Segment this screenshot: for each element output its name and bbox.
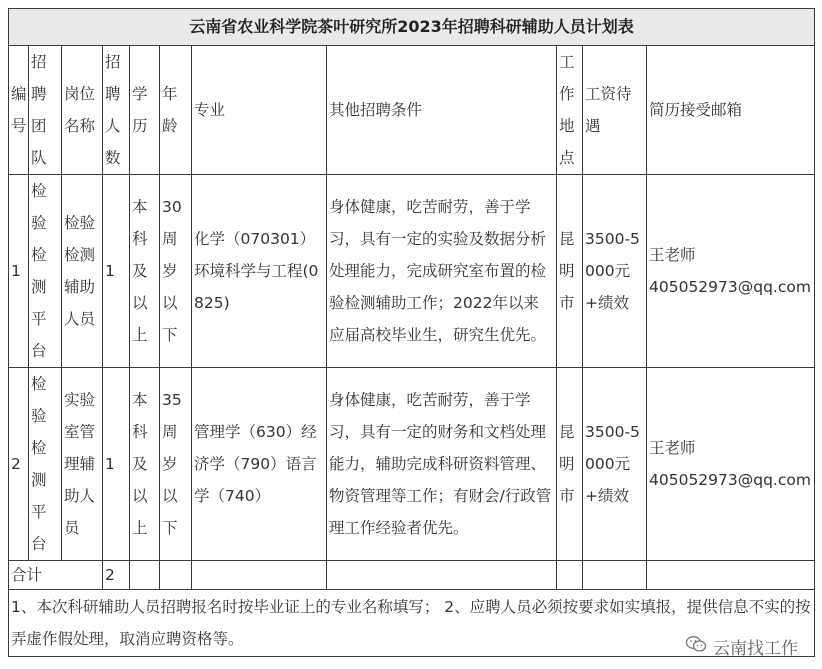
cell-location: 昆明市 (557, 368, 583, 561)
watermark (685, 634, 798, 659)
watermark-text: 云南找工作 (713, 639, 798, 659)
table-row (9, 175, 815, 368)
cell-email (647, 368, 815, 561)
header-major: 专业 (192, 46, 327, 175)
cell-no: 1 (9, 175, 29, 368)
total-count: 2 (103, 561, 130, 590)
header-requirements: 其他招聘条件 (327, 46, 557, 175)
cell-education: 本科及以上 (130, 368, 160, 561)
cell-requirements: 身体健康，吃苦耐劳，善于学习，具有一定的财务和文档处理能力，辅助完成科研资料管理、物资管理等工作；有财会/行政管理工作经验者优先。 (327, 368, 557, 561)
cell-education: 本科及以上 (130, 175, 160, 368)
header-row (9, 46, 815, 175)
cell-location: 昆明市 (557, 175, 583, 368)
cell-requirements: 身体健康，吃苦耐劳，善于学习，具有一定的实验及数据分析处理能力，完成研究室布置的检验检测辅助工作；2022年以来应届高校毕业生，研究生优先。 (327, 175, 557, 368)
total-row (9, 561, 815, 590)
table-row (9, 368, 815, 561)
empty-cell (647, 561, 815, 590)
cell-major (192, 175, 327, 368)
major-line: 化学（070301） (194, 230, 316, 248)
cell-age: 35周岁以下 (160, 368, 192, 561)
major-line: 环境科学与工程(0825) (194, 262, 319, 312)
cell-position: 实验室管理辅助人员 (62, 368, 103, 561)
total-label: 合计 (9, 561, 103, 590)
header-team: 招聘团队 (29, 46, 62, 175)
header-location: 工作地点 (557, 46, 583, 175)
empty-cell (160, 561, 192, 590)
header-email: 简历接受邮箱 (647, 46, 815, 175)
header-position: 岗位名称 (62, 46, 103, 175)
empty-cell (327, 561, 557, 590)
header-count: 招聘人数 (103, 46, 130, 175)
cell-team: 检验检测平台 (29, 175, 62, 368)
header-salary: 工资待遇 (583, 46, 647, 175)
cell-count: 1 (103, 368, 130, 561)
cell-count: 1 (103, 175, 130, 368)
cell-position: 检验检测辅助人员 (62, 175, 103, 368)
contact-email: 405052973@qq.com (649, 471, 811, 489)
cell-team: 检验检测平台 (29, 368, 62, 561)
header-age: 年龄 (160, 46, 192, 175)
major-line: 管理学（630）经济学（790）语言学（740） (194, 423, 317, 505)
empty-cell (192, 561, 327, 590)
cell-age: 30周岁以下 (160, 175, 192, 368)
cell-email (647, 175, 815, 368)
recruitment-plan-table (8, 8, 815, 657)
cell-salary: 3500-5000元+绩效 (583, 175, 647, 368)
empty-cell (583, 561, 647, 590)
contact-name: 王老师 (649, 246, 696, 264)
contact-name: 王老师 (649, 439, 696, 457)
cell-salary: 3500-5000元+绩效 (583, 368, 647, 561)
empty-cell (130, 561, 160, 590)
cell-major (192, 368, 327, 561)
table-note: 1、本次科研辅助人员招聘报名时按毕业证上的专业名称填写； 2、应聘人员必须按要求如实填报，提供信息不实的按弄虚作假处理，取消应聘资格等。 (9, 590, 815, 657)
wechat-icon (685, 635, 707, 658)
contact-email: 405052973@qq.com (649, 278, 811, 296)
empty-cell (557, 561, 583, 590)
cell-no: 2 (9, 368, 29, 561)
header-education: 学历 (130, 46, 160, 175)
table-title: 云南省农业科学院茶叶研究所2023年招聘科研辅助人员计划表 (9, 9, 815, 46)
header-no: 编号 (9, 46, 29, 175)
